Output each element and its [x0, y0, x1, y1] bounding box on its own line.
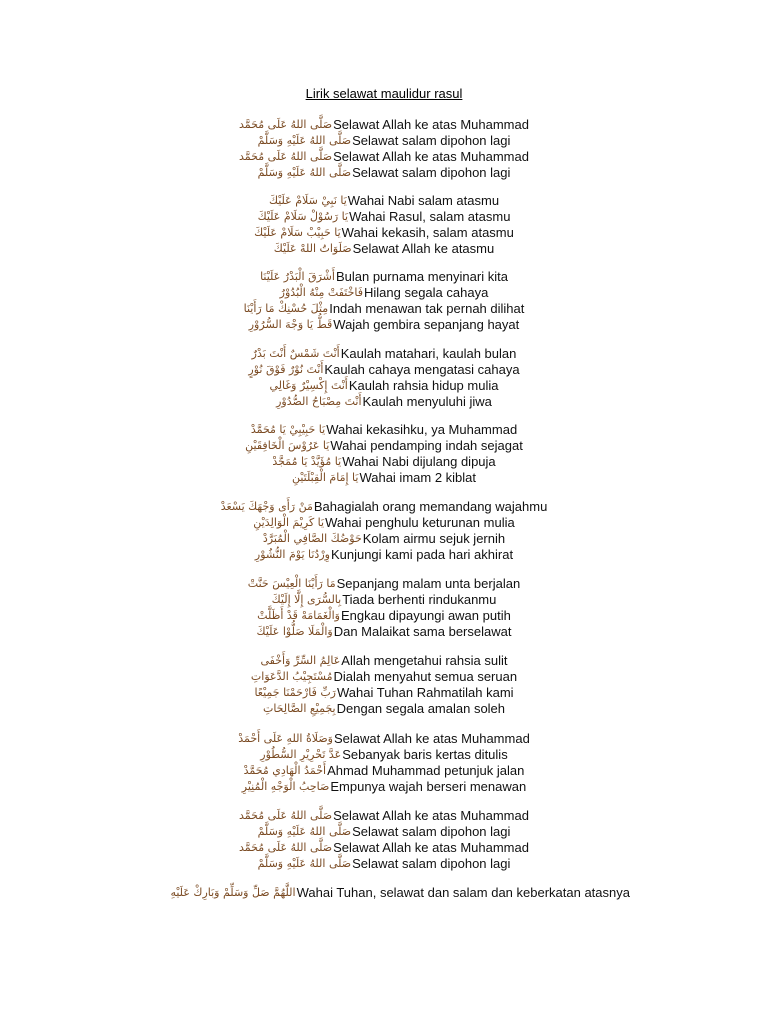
stanza-7: [0, 576, 768, 640]
stanza-9: [0, 731, 768, 795]
arabic-text: وَالْمَلَا صَلُّوْا عَلَيْكَ: [256, 625, 333, 638]
arabic-text: صَلَّى اللهُ عَلَيْهِ وَسَلَّمْ: [257, 825, 352, 838]
arabic-text: قَطُّ يَا وَجْهَ السُّرُوْرِ: [248, 318, 333, 331]
lyric-line: [0, 301, 768, 317]
arabic-text: عَدَّ تَحْرِيْرِ السُّطُوْرِ: [260, 748, 342, 761]
lyric-text: Empunya wajah berseri menawan: [330, 779, 527, 794]
arabic-text: أَحْمَدُ الْهَادِي مُحَمَّدْ: [243, 764, 327, 777]
lyric-line: [0, 824, 768, 840]
stanza-6: [0, 499, 768, 563]
lyric-text: Selawat salam dipohon lagi: [352, 133, 511, 148]
lyric-text: Wahai Nabi salam atasmu: [347, 193, 500, 208]
lyric-text: Wahai Tuhan Rahmatilah kami: [337, 685, 514, 700]
lyric-line: [0, 149, 768, 165]
arabic-text: اللَّهُمَّ صَلِّ وَسَلِّمْ وَبَارِكْ عَلَيْهِ: [170, 886, 296, 899]
lyric-text: Selawat salam dipohon lagi: [352, 165, 511, 180]
lyric-line: [0, 285, 768, 301]
lyric-line: [0, 592, 768, 608]
lyric-line: [0, 576, 768, 592]
lyric-text: Kaulah rahsia hidup mulia: [348, 378, 499, 393]
lyric-line: [0, 747, 768, 763]
lyric-text: Wahai Rasul, salam atasmu: [349, 209, 511, 224]
arabic-text: أَنْتَ إِكْسِيْرٌ وَغَالِي: [269, 379, 348, 392]
lyric-line: [0, 808, 768, 824]
arabic-text: صَلَوَاتُ اللهْ عَلَيْكَ: [273, 242, 352, 255]
closing-line: [0, 885, 768, 901]
lyric-text: Ahmad Muhammad petunjuk jalan: [327, 763, 525, 778]
lyric-text: Kaulah cahaya mengatasi cahaya: [324, 362, 520, 377]
arabic-text: وَالْغَمَامَهْ قَدْ أَظَلَّتْ: [257, 609, 340, 622]
lyric-line: [0, 454, 768, 470]
lyric-line: [0, 346, 768, 362]
lyric-line: [0, 241, 768, 257]
lyric-text: Dialah menyahut semua seruan: [333, 669, 518, 684]
stanza-4: [0, 346, 768, 410]
lyric-line: [0, 165, 768, 181]
lyric-line: [0, 840, 768, 856]
lyric-line: [0, 317, 768, 333]
lyric-text: Selawat Allah ke atas Muhammad: [333, 117, 529, 132]
closing-stanza: [0, 885, 768, 901]
arabic-text: أَنْتَ شَمْسٌ أَنْتَ بَدْرٌ: [251, 347, 340, 360]
lyric-text: Hilang segala cahaya: [364, 285, 489, 300]
arabic-text: يَا حَبِيْبْ سَلَامْ عَلَيْكَ: [254, 226, 341, 239]
arabic-text: بِجَمِيْعِ الصَّالِحَاتِ: [262, 702, 336, 715]
arabic-text: وَصَلَاةُ اللهِ عَلَى أَحْمَدْ: [238, 732, 333, 745]
lyric-text: Sepanjang malam unta berjalan: [336, 576, 521, 591]
arabic-text: صَلَّى اللهُ عَلَيْهِ وَسَلَّمْ: [257, 857, 352, 870]
lyric-line: [0, 193, 768, 209]
arabic-text: صَلَّى اللهُ عَلَى مُحَمَّد: [239, 150, 333, 163]
arabic-text: أَنْتَ نُوْرٌ فَوْقَ نُوْرٍ: [248, 363, 324, 376]
arabic-text: أَنْتَ مِصْبَاحُ الصُّدُوْرِ: [276, 395, 362, 408]
lyric-text: Wahai Nabi dijulang dipuja: [342, 454, 496, 469]
arabic-text: صَلَّى اللهُ عَلَيْهِ وَسَلَّمْ: [257, 166, 352, 179]
lyric-text: Selawat salam dipohon lagi: [352, 824, 511, 839]
lyric-line: [0, 701, 768, 717]
stanza-5: [0, 422, 768, 486]
arabic-text: صَلَّى اللهُ عَلَى مُحَمَّد: [239, 841, 333, 854]
lyric-line: [0, 653, 768, 669]
lyric-line: [0, 547, 768, 563]
arabic-text: مِثْلَ حُسْنِكْ مَا رَأَيْنَا: [243, 302, 329, 315]
arabic-text: صَلَّى اللهُ عَلَى مُحَمَّد: [239, 118, 333, 131]
arabic-text: بِالسُّرَى إِلَّا إِلَيْكَ: [271, 593, 342, 606]
lyric-text: Selawat salam dipohon lagi: [352, 856, 511, 871]
lyric-line: [0, 362, 768, 378]
arabic-text: رَبِّ فَارْحَمْنَا جَمِيْعًا: [254, 686, 336, 699]
lyric-line: [0, 117, 768, 133]
lyric-line: [0, 779, 768, 795]
arabic-text: يَا رَسُوْلْ سَلَامْ عَلَيْكَ: [257, 210, 349, 223]
lyric-text: Sebanyak baris kertas ditulis: [342, 747, 508, 762]
lyric-text: Kaulah menyuluhi jiwa: [362, 394, 492, 409]
lyric-text: Kaulah matahari, kaulah bulan: [340, 346, 517, 361]
arabic-text: عَالِمُ السِّرِّ وَأَخْفَى: [260, 654, 341, 667]
lyric-text: Dengan segala amalan soleh: [336, 701, 506, 716]
document-title: Lirik selawat maulidur rasul: [305, 86, 463, 101]
arabic-text: يَا عَرُوْسَ الْخَافِقَيْنِ: [245, 439, 330, 452]
arabic-text: وِرْدُنَا يَوْمَ النُّشُوْرِ: [254, 548, 330, 561]
lyric-text: Wahai imam 2 kiblat: [359, 470, 477, 485]
lyric-line: [0, 225, 768, 241]
arabic-text: فَاخْتَفَتْ مِنْهُ الْبُدُوْرُ: [279, 286, 363, 299]
lyric-text: Wahai kekasih, salam atasmu: [341, 225, 514, 240]
arabic-text: أَشْرَقَ الْبَدْرُ عَلَيْنَا: [260, 270, 335, 283]
lyric-text: Selawat Allah ke atasmu: [352, 241, 495, 256]
lyric-line: [0, 763, 768, 779]
arabic-text: يَا حَبِيْبِيْ يَا مُحَمَّدْ: [250, 423, 326, 436]
lyric-line: [0, 422, 768, 438]
lyric-line: [0, 669, 768, 685]
lyric-line: [0, 624, 768, 640]
closing-text: Wahai Tuhan, selawat dan salam dan keberkatan atasnya: [296, 885, 630, 900]
arabic-text: يَا كَرِيْمَ الْوَالِدَيْنِ: [253, 516, 325, 529]
lyric-text: Wahai pendamping indah sejagat: [330, 438, 523, 453]
lyric-text: Wahai kekasihku, ya Muhammad: [326, 422, 518, 437]
lyric-text: Dan Malaikat sama berselawat: [333, 624, 512, 639]
stanza-2: [0, 193, 768, 257]
lyric-text: Kolam airmu sejuk jernih: [362, 531, 506, 546]
arabic-text: صَاحِبُ الْوَجْهِ الْمُنِيْرِ: [241, 780, 330, 793]
arabic-text: حَوْضُكَ الصَّافِي الْمُبَرَّدْ: [262, 532, 362, 545]
lyric-text: Allah mengetahui rahsia sulit: [341, 653, 508, 668]
lyric-text: Selawat Allah ke atas Muhammad: [333, 731, 530, 746]
lyric-line: [0, 608, 768, 624]
stanza-3: [0, 269, 768, 333]
arabic-text: صَلَّى اللهُ عَلَيْهِ وَسَلَّمْ: [257, 134, 352, 147]
lyric-line: [0, 685, 768, 701]
lyric-text: Wajah gembira sepanjang hayat: [333, 317, 520, 332]
lyric-line: [0, 856, 768, 872]
lyric-line: [0, 209, 768, 225]
lyric-line: [0, 470, 768, 486]
lyric-text: Selawat Allah ke atas Muhammad: [333, 808, 529, 823]
stanza-1: [0, 117, 768, 181]
arabic-text: مَا رَأَيْنَا الْعِيْسَ حَنَّتْ: [247, 577, 336, 590]
stanza-10: [0, 808, 768, 872]
arabic-text: مُسْتَجِيْبُ الدَّعَوَاتِ: [250, 670, 333, 683]
lyric-line: [0, 531, 768, 547]
lyric-line: [0, 269, 768, 285]
lyric-line: [0, 133, 768, 149]
lyric-text: Wahai penghulu keturunan mulia: [325, 515, 515, 530]
lyric-text: Bulan purnama menyinari kita: [335, 269, 508, 284]
lyric-text: Kunjungi kami pada hari akhirat: [330, 547, 514, 562]
arabic-text: يَا مُؤَيَّدْ يَا مُمَجَّدْ: [272, 455, 342, 468]
lyric-text: Indah menawan tak pernah dilihat: [329, 301, 525, 316]
arabic-text: يَا نَبِيْ سَلَامْ عَلَيْكَ: [268, 194, 347, 207]
stanza-8: [0, 653, 768, 717]
arabic-text: يَا إِمَامَ الْقِبْلَتَيْنِ: [291, 471, 359, 484]
lyric-line: [0, 394, 768, 410]
lyric-line: [0, 378, 768, 394]
lyric-line: [0, 499, 768, 515]
lyric-line: [0, 515, 768, 531]
lyric-text: Selawat Allah ke atas Muhammad: [333, 840, 529, 855]
lyric-text: Selawat Allah ke atas Muhammad: [333, 149, 529, 164]
lyric-text: Bahagialah orang memandang wajahmu: [313, 499, 548, 514]
arabic-text: صَلَّى اللهُ عَلَى مُحَمَّد: [239, 809, 333, 822]
lyric-text: Engkau dipayungi awan putih: [340, 608, 511, 623]
lyric-line: [0, 731, 768, 747]
lyric-text: Tiada berhenti rindukanmu: [342, 592, 497, 607]
arabic-text: مَنْ رَأَى وَجْهَكَ يَسْعَدْ: [220, 500, 313, 513]
lyric-line: [0, 438, 768, 454]
